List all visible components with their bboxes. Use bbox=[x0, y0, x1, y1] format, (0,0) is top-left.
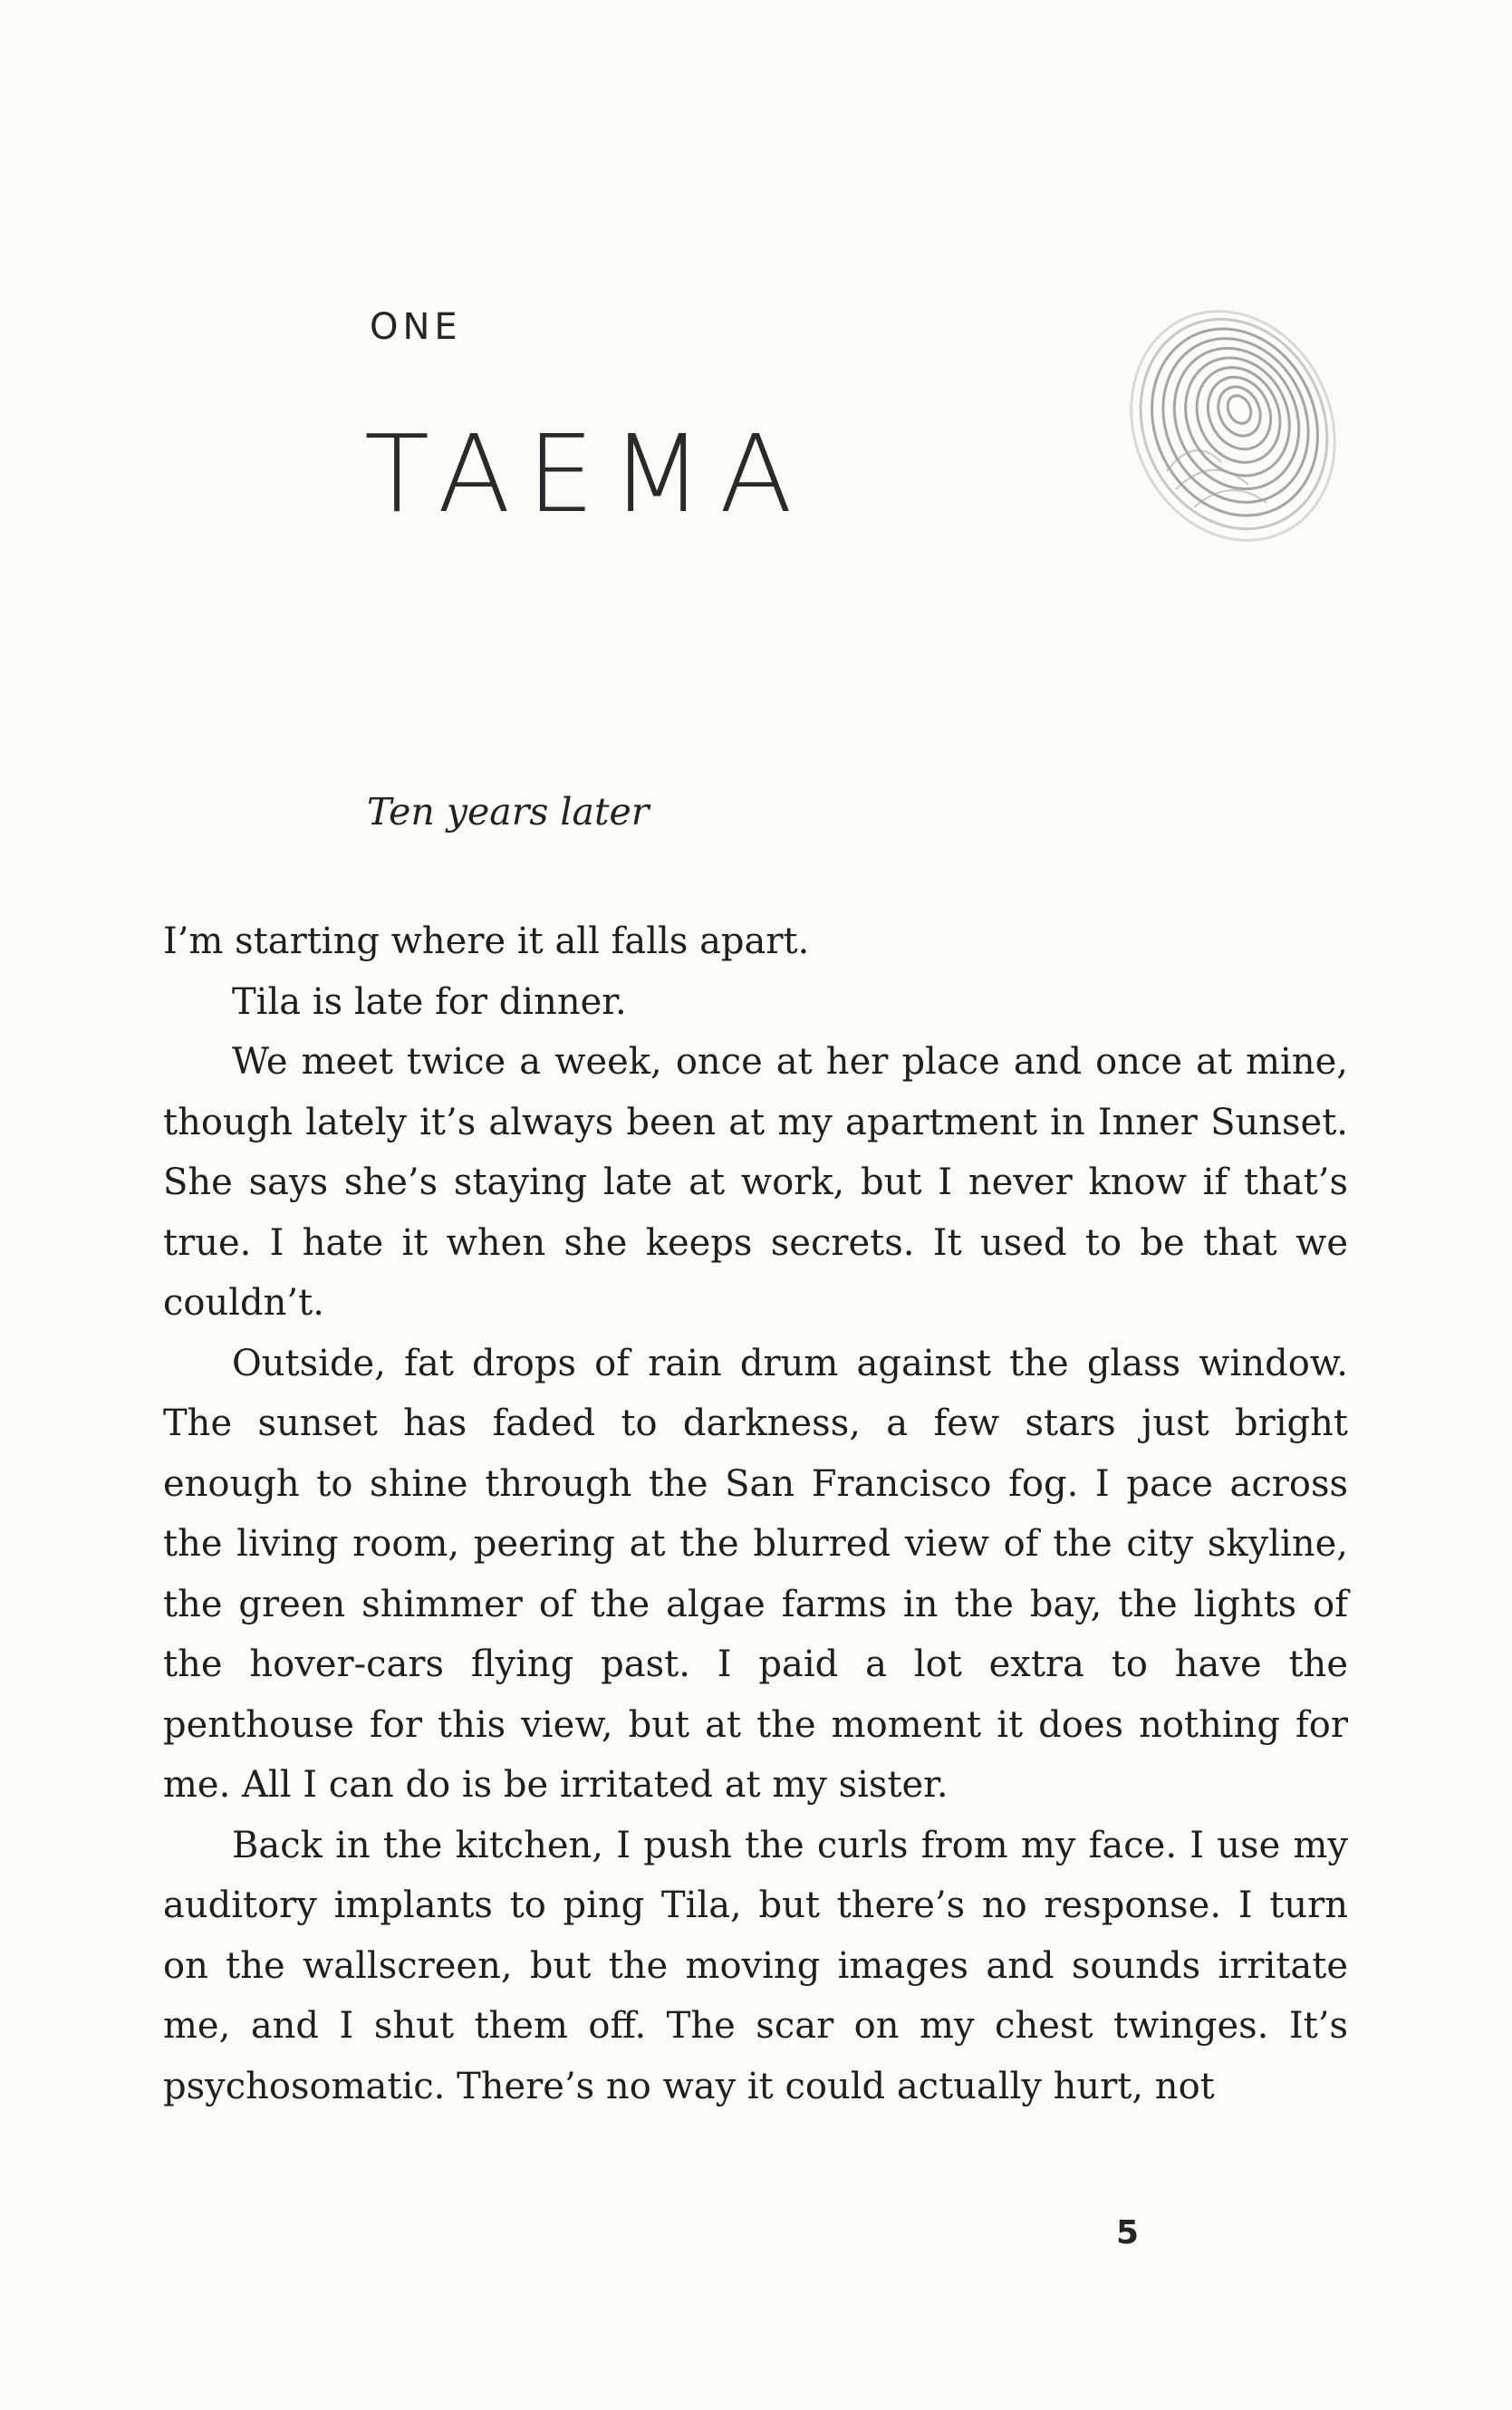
body-text bbox=[163, 911, 1348, 2116]
paragraph: I’m starting where it all falls apart. bbox=[163, 921, 810, 962]
page-number: 5 bbox=[1116, 2214, 1140, 2251]
fingerprint-icon bbox=[1112, 290, 1350, 562]
chapter-title: TAEMA bbox=[364, 411, 809, 536]
paragraph: Tila is late for dinner. bbox=[232, 980, 627, 1023]
epigraph: Ten years later bbox=[367, 790, 650, 834]
paragraph: Back in the kitchen, I push the curls from my face. I use my auditory implants to ping Tila, but there’s no response. I turn on the wallscreen, but the moving images and sounds irritate me, and I shut them off. The scar on my chest twinges. It’s psychosomatic. There’s no way it could actually hurt, not bbox=[163, 1824, 1348, 2107]
paragraph: Outside, fat drops of rain drum against the glass window. The sunset has faded to darkness, a few stars just bright enough to shine through the San Francisco fog. I pace across the living room, peering at the blurred view of the city skyline, the green shimmer of the algae farms in the bay, the lights of the hover-cars flying past. I paid a lot extra to have the penthouse for this view, but at the moment it does nothing for me. All I can do is be irritated at my sister. bbox=[163, 1342, 1348, 1806]
paragraph: We meet twice a week, once at her place and once at mine, though lately it’s always been at my apartment in Inner Sunset. She says she’s staying late at work, but I never know if that’s true. I hate it when she keeps secrets. It used to be that we couldn’t. bbox=[163, 1041, 1348, 1324]
chapter-number: ONE bbox=[370, 306, 462, 348]
